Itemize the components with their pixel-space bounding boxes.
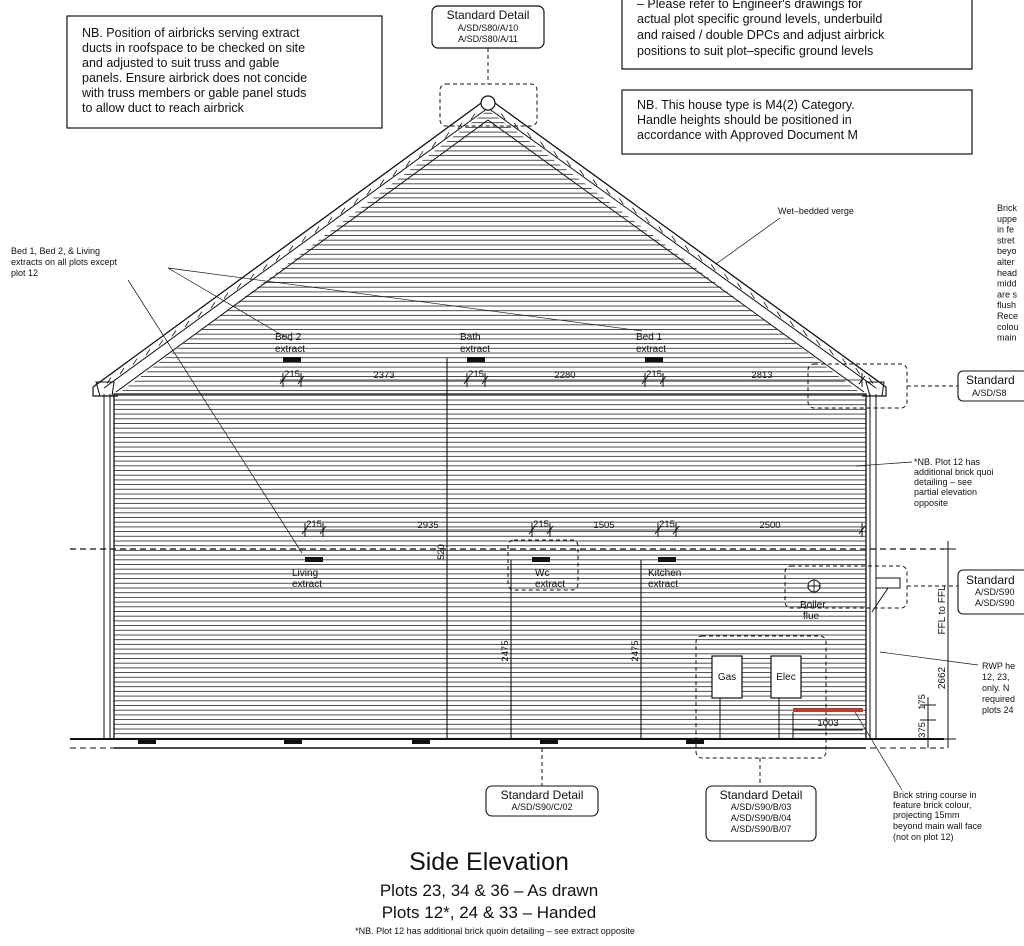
kitchen-extract-label: extract bbox=[648, 579, 679, 590]
dim-lower: 1505 bbox=[593, 520, 615, 531]
bath-extract-vent bbox=[467, 357, 485, 362]
boiler-flue-label: flue bbox=[803, 611, 820, 622]
callout-brick-line: flush bbox=[997, 300, 1017, 311]
bath-extract-label: Bath bbox=[460, 332, 481, 343]
ridge-tile bbox=[481, 96, 495, 110]
standard-detail-ref: A/SD/S90/B/03 bbox=[730, 802, 792, 812]
callout-quoin bbox=[856, 457, 994, 508]
callout-bed-extracts-line: Bed 1, Bed 2, & Living bbox=[11, 246, 101, 256]
callout-quoin-line: partial elevation bbox=[914, 487, 978, 497]
dim-upper: 215 bbox=[284, 369, 300, 380]
callout-string-course-line: beyond main wall face bbox=[893, 821, 983, 831]
airbrick bbox=[540, 739, 558, 744]
wc-extract-vent bbox=[532, 557, 550, 562]
dim-2475: 2475 bbox=[500, 640, 511, 662]
callout-verge-label: Wet–bedded verge bbox=[778, 206, 854, 216]
kitchen-extract-vent bbox=[658, 557, 676, 562]
wc-extract-label: Wc bbox=[535, 568, 550, 579]
note-engineer-line: and raised / double DPCs and adjust airbrick bbox=[637, 28, 885, 42]
wall bbox=[70, 358, 944, 748]
airbrick bbox=[138, 739, 156, 744]
standard-detail-ref: A/SD/S80/A/11 bbox=[458, 34, 518, 44]
dim-520: 520 bbox=[436, 544, 447, 560]
dim-upper: 215 bbox=[468, 369, 484, 380]
airbrick bbox=[686, 739, 704, 744]
note-airbricks-line: with truss members or gable panel studs bbox=[82, 86, 307, 100]
dim-lower: 215 bbox=[533, 519, 549, 530]
callout-brick-line: midd bbox=[997, 278, 1017, 289]
kitchen-extract-label: Kitchen bbox=[648, 568, 682, 579]
note-airbricks-line: to allow duct to reach airbrick bbox=[82, 101, 244, 115]
callout-rwp-line: required bbox=[982, 694, 1016, 704]
dim-2662: 2662 bbox=[937, 666, 948, 690]
note-m4-category bbox=[622, 90, 972, 154]
note-airbricks-line: and adjusted to suit truss and gable bbox=[82, 56, 280, 70]
callout-brick-line: head bbox=[997, 267, 1018, 278]
callout-brick-line: alter bbox=[997, 257, 1015, 267]
dim-lower: 215 bbox=[659, 519, 675, 530]
note-m4-line: accordance with Approved Document M bbox=[637, 128, 858, 142]
airbrick bbox=[284, 739, 302, 744]
note-airbricks-line: panels. Ensure airbrick does not concide bbox=[82, 71, 308, 85]
standard-detail-ref: A/SD/S90/B/04 bbox=[730, 813, 792, 823]
standard-detail-bottom-right bbox=[706, 758, 816, 841]
callout-bed-extracts-line: extracts on all plots except bbox=[11, 257, 118, 267]
callout-quoin-line: detailing – see bbox=[914, 477, 973, 487]
bed1-extract-label: extract bbox=[636, 344, 667, 355]
standard-detail-bottom-left bbox=[486, 748, 598, 816]
dim-lower: 2500 bbox=[759, 520, 781, 531]
standard-detail-ref: A/SD/S80/A/10 bbox=[457, 23, 519, 33]
callout-string-course-line: feature brick colour, bbox=[893, 800, 972, 810]
gas-meter-label: Gas bbox=[717, 672, 737, 683]
drawing-title-block bbox=[355, 848, 635, 936]
airbrick bbox=[412, 739, 430, 744]
callout-brick-line: are s bbox=[997, 289, 1018, 300]
callout-brick-line: colou bbox=[997, 321, 1019, 332]
callout-rwp-line: only. N bbox=[982, 683, 1010, 693]
note-airbricks-line: ducts in roofspace to be checked on site bbox=[82, 41, 306, 55]
callout-rwp-line: plots 24 bbox=[982, 705, 1014, 715]
standard-detail-ref: A/SD/S90/B/07 bbox=[730, 824, 792, 834]
callout-quoin-line: additional brick quoi bbox=[914, 467, 994, 477]
callout-brick-right bbox=[997, 203, 1019, 343]
dim-175: 175 bbox=[917, 694, 928, 710]
note-m4-line: Handle heights should be positioned in bbox=[637, 113, 852, 127]
callout-brick-line: stret bbox=[997, 235, 1015, 246]
drawing-footnote: *NB. Plot 12 has additional brick quoin detailing – see extract opposite bbox=[355, 926, 635, 936]
standard-detail-right-lower bbox=[907, 570, 1024, 614]
elec-meter-label: Elec bbox=[776, 672, 796, 683]
dim-lower: 2935 bbox=[417, 520, 439, 531]
standard-detail-label: Standard bbox=[966, 573, 1015, 587]
standard-detail-label: Standard Detail bbox=[500, 788, 584, 802]
brick-string-course bbox=[793, 708, 863, 712]
dim-upper: 2373 bbox=[373, 370, 395, 381]
living-extract-label: Living bbox=[292, 568, 319, 579]
dim-upper: 2280 bbox=[554, 370, 576, 381]
standard-detail-ref: A/SD/S90/C/02 bbox=[511, 802, 573, 812]
ffl-to-ffl-label: FFL to FFL bbox=[937, 585, 948, 635]
standard-detail-label: Standard Detail bbox=[719, 788, 803, 802]
note-engineer-line: – Please refer to Engineer's drawings for bbox=[637, 0, 863, 11]
callout-rwp-line: 12, 23, bbox=[982, 672, 1010, 682]
note-airbricks bbox=[67, 16, 382, 128]
callout-brick-line: Rece bbox=[997, 311, 1019, 321]
callout-verge bbox=[716, 206, 854, 264]
standard-detail-label: Standard Detail bbox=[446, 8, 530, 22]
bed2-extract-label: Bed 2 bbox=[275, 332, 302, 343]
note-m4-line: NB. This house type is M4(2) Category. bbox=[637, 98, 855, 112]
callout-string-course-line: Brick string course in bbox=[893, 790, 977, 800]
callout-brick-line: Brick bbox=[997, 203, 1017, 213]
drawing-title: Side Elevation bbox=[409, 848, 569, 876]
drawing-subtitle: Plots 23, 34 & 36 – As drawn bbox=[379, 881, 599, 900]
callout-string-course-line: (not on plot 12) bbox=[893, 832, 954, 842]
callout-quoin-line: *NB. Plot 12 has bbox=[914, 457, 981, 467]
note-engineer-line: actual plot specific ground levels, underbuild bbox=[637, 12, 883, 26]
callout-brick-line: uppe bbox=[997, 213, 1018, 224]
bath-extract-label: extract bbox=[460, 344, 491, 355]
bed2-extract-label: extract bbox=[275, 344, 306, 355]
dim-375: 375 bbox=[917, 722, 928, 738]
callout-brick-line: beyo bbox=[997, 246, 1017, 257]
wc-extract-label: extract bbox=[535, 579, 566, 590]
note-airbricks-line: NB. Position of airbricks serving extract bbox=[82, 26, 300, 40]
note-engineer bbox=[622, 0, 972, 69]
dim-2475: 2475 bbox=[630, 640, 641, 662]
callout-bed-extracts-line: plot 12 bbox=[11, 268, 39, 278]
bed1-extract-vent bbox=[645, 357, 663, 362]
living-extract-vent bbox=[305, 557, 323, 562]
callout-rwp-line: RWP he bbox=[982, 661, 1016, 671]
dim-upper: 215 bbox=[646, 369, 662, 380]
callout-brick-line: in fe bbox=[997, 224, 1015, 235]
note-engineer-line: positions to suit plot–specific ground levels bbox=[637, 44, 874, 58]
callout-brick-line: main bbox=[997, 332, 1017, 343]
callout-string-course-line: projecting 15mm bbox=[893, 810, 960, 820]
drawing-subtitle: Plots 12*, 24 & 33 – Handed bbox=[381, 903, 597, 922]
boiler-flue-label: Boiler bbox=[800, 600, 826, 611]
living-extract-label: extract bbox=[292, 579, 323, 590]
dim-1003: 1003 bbox=[817, 718, 839, 729]
callout-quoin-line: opposite bbox=[914, 498, 949, 508]
standard-detail-label: Standard bbox=[966, 373, 1015, 387]
standard-detail-ref: A/SD/S90 bbox=[975, 598, 1015, 608]
dim-lower: 215 bbox=[306, 519, 322, 530]
bed2-extract-vent bbox=[283, 357, 301, 362]
standard-detail-ref: A/SD/S8 bbox=[972, 388, 1007, 398]
dim-upper: 2813 bbox=[751, 370, 773, 381]
standard-detail-ref: A/SD/S90 bbox=[975, 587, 1015, 597]
bed1-extract-label: Bed 1 bbox=[636, 332, 663, 343]
